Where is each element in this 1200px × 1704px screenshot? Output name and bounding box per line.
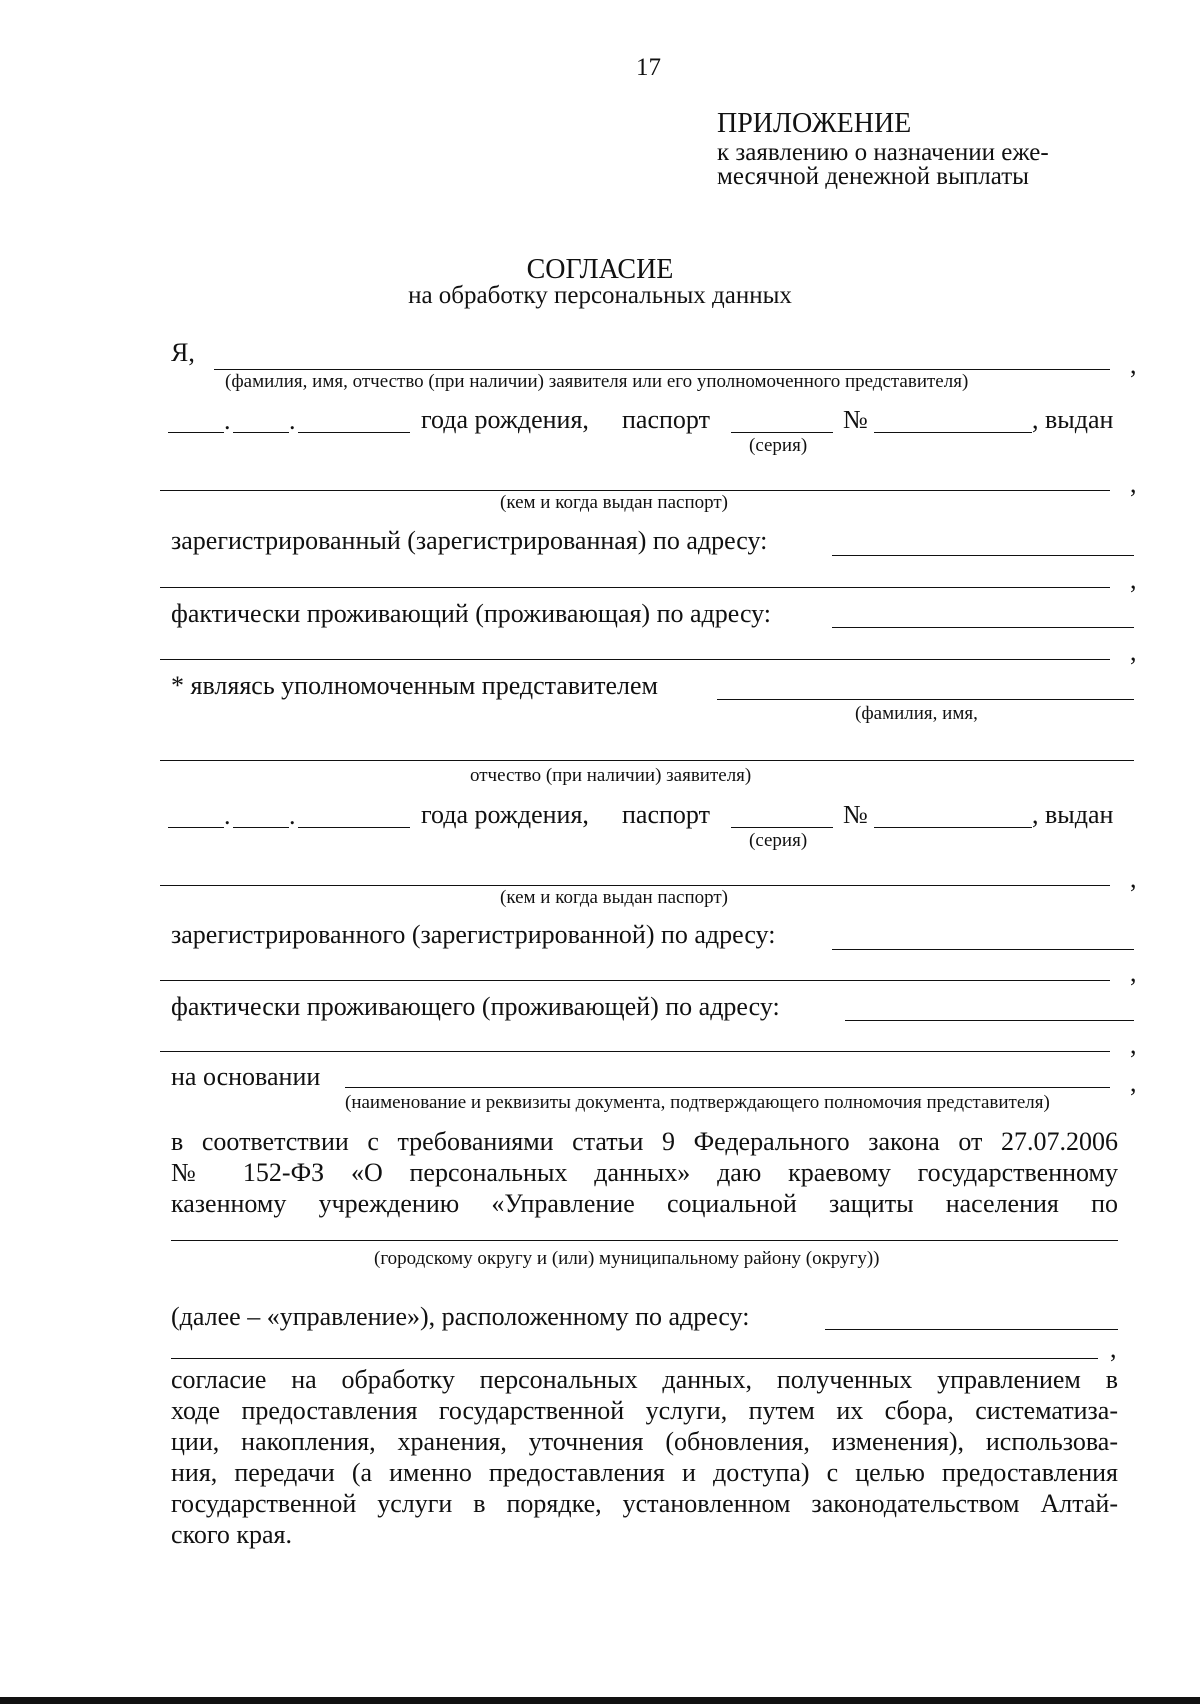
- passport-number-field[interactable]: [874, 432, 1032, 433]
- birth-month-field[interactable]: [233, 432, 289, 433]
- date-dot: .: [289, 406, 296, 435]
- passport-label: паспорт: [622, 405, 710, 434]
- appendix-title: ПРИЛОЖЕНИЕ: [717, 108, 912, 139]
- consent-line-6: ского края.: [171, 1520, 292, 1549]
- registered-address-field-2[interactable]: [160, 587, 1110, 588]
- representative-label: * являясь уполномоченным представителем: [171, 671, 658, 700]
- law-line-2: № 152-ФЗ «О персональных данных» даю краевому государственному: [171, 1158, 1118, 1187]
- comma: ,: [1130, 1068, 1137, 1097]
- applicant-name-field[interactable]: [214, 369, 1110, 370]
- consent-line-3: ции, накопления, хранения, уточнения (обновления, изменения), использова-: [171, 1427, 1118, 1456]
- number-sign: №: [843, 405, 868, 434]
- living-address-field[interactable]: [832, 627, 1134, 628]
- consent-line-4: ния, передачи (а именно предоставления и доступа) с целью предоставления: [171, 1458, 1118, 1487]
- law-line-1: в соответствии с требованиями статьи 9 Федерального закона от 27.07.2006: [171, 1127, 1118, 1156]
- passport-series-field-2[interactable]: [731, 827, 833, 828]
- hint-series: (серия): [749, 435, 808, 456]
- registered2-address-field-2[interactable]: [160, 980, 1110, 981]
- page-number: 17: [636, 54, 661, 81]
- representative-name-field-2[interactable]: [160, 760, 1134, 761]
- hint-issued-by: (кем и когда выдан паспорт): [500, 887, 729, 908]
- passport-series-field[interactable]: [731, 432, 833, 433]
- registered2-label: зарегистрированного (зарегистрированной) по адресу:: [171, 920, 776, 949]
- comma: ,: [1130, 958, 1137, 987]
- living2-address-field[interactable]: [845, 1020, 1134, 1021]
- hint-series: (серия): [749, 830, 808, 851]
- date-dot: .: [224, 406, 231, 435]
- living-address-field-2[interactable]: [160, 659, 1110, 660]
- passport-label: паспорт: [622, 800, 710, 829]
- issued-label: , выдан: [1032, 800, 1114, 829]
- appendix-line-1: к заявлению о назначении еже-: [717, 139, 1049, 166]
- birth-year-field-2[interactable]: [298, 827, 410, 828]
- date-dot: .: [289, 801, 296, 830]
- department-address-field-2[interactable]: [171, 1358, 1098, 1359]
- registered-address-field[interactable]: [832, 555, 1134, 556]
- hint-fio-applicant: (фамилия, имя, отчество (при наличии) заявителя или его уполномоченного представителя): [225, 371, 969, 392]
- living2-address-field-2[interactable]: [160, 1051, 1110, 1052]
- district-field[interactable]: [171, 1240, 1118, 1241]
- passport-number-field-2[interactable]: [874, 827, 1032, 828]
- consent-line-2: ходе предоставления государственной услуги, путем их сбора, систематиза-: [171, 1396, 1118, 1425]
- law-line-3: казенному учреждению «Управление социальной защиты населения по: [171, 1189, 1118, 1218]
- birth-day-field-2[interactable]: [168, 827, 224, 828]
- birth-month-field-2[interactable]: [233, 827, 289, 828]
- birth-year-field[interactable]: [298, 432, 410, 433]
- registered-label: зарегистрированный (зарегистрированная) по адресу:: [171, 526, 768, 555]
- comma: ,: [1130, 864, 1137, 893]
- representative-name-field[interactable]: [717, 699, 1134, 700]
- issued-label: , выдан: [1032, 405, 1114, 434]
- date-dot: .: [224, 801, 231, 830]
- comma: ,: [1130, 565, 1137, 594]
- hint-document: (наименование и реквизиты документа, подтверждающего полномочия представителя): [345, 1092, 1050, 1113]
- comma: ,: [1130, 637, 1137, 666]
- department-label: (далее – «управление»), расположенному по адресу:: [171, 1302, 750, 1331]
- department-address-field[interactable]: [825, 1329, 1118, 1330]
- passport-issued-by-field-2[interactable]: [160, 885, 1110, 886]
- living2-label: фактически проживающего (проживающей) по адресу:: [171, 992, 780, 1021]
- comma: ,: [1130, 469, 1137, 498]
- consent-line-5: государственной услуги в порядке, установленном законодательством Алтай-: [171, 1489, 1118, 1518]
- basis-document-field[interactable]: [345, 1087, 1110, 1088]
- document-subtitle: на обработку персональных данных: [408, 282, 792, 309]
- comma: ,: [1110, 1334, 1117, 1363]
- comma: ,: [1130, 1030, 1137, 1059]
- birth-label: года рождения,: [421, 405, 589, 434]
- hint-fio-part-2: отчество (при наличии) заявителя): [470, 765, 752, 786]
- registered2-address-field[interactable]: [832, 949, 1134, 950]
- comma: ,: [1130, 350, 1137, 379]
- consent-line-1: согласие на обработку персональных данных, полученных управлением в: [171, 1365, 1118, 1394]
- scan-bottom-edge: [0, 1697, 1200, 1704]
- living-label: фактически проживающий (проживающая) по адресу:: [171, 599, 772, 628]
- hint-fio-part-1: (фамилия, имя,: [855, 703, 978, 724]
- document-title: СОГЛАСИЕ: [526, 254, 674, 285]
- birth-day-field[interactable]: [168, 432, 224, 433]
- number-sign: №: [843, 800, 868, 829]
- basis-label: на основании: [171, 1062, 321, 1091]
- ya-label: Я,: [171, 338, 195, 367]
- hint-district: (городскому округу и (или) муниципальному району (округу)): [374, 1248, 880, 1269]
- appendix-line-2: месячной денежной выплаты: [717, 163, 1029, 190]
- birth-label: года рождения,: [421, 800, 589, 829]
- passport-issued-by-field[interactable]: [160, 490, 1110, 491]
- hint-issued-by: (кем и когда выдан паспорт): [500, 492, 729, 513]
